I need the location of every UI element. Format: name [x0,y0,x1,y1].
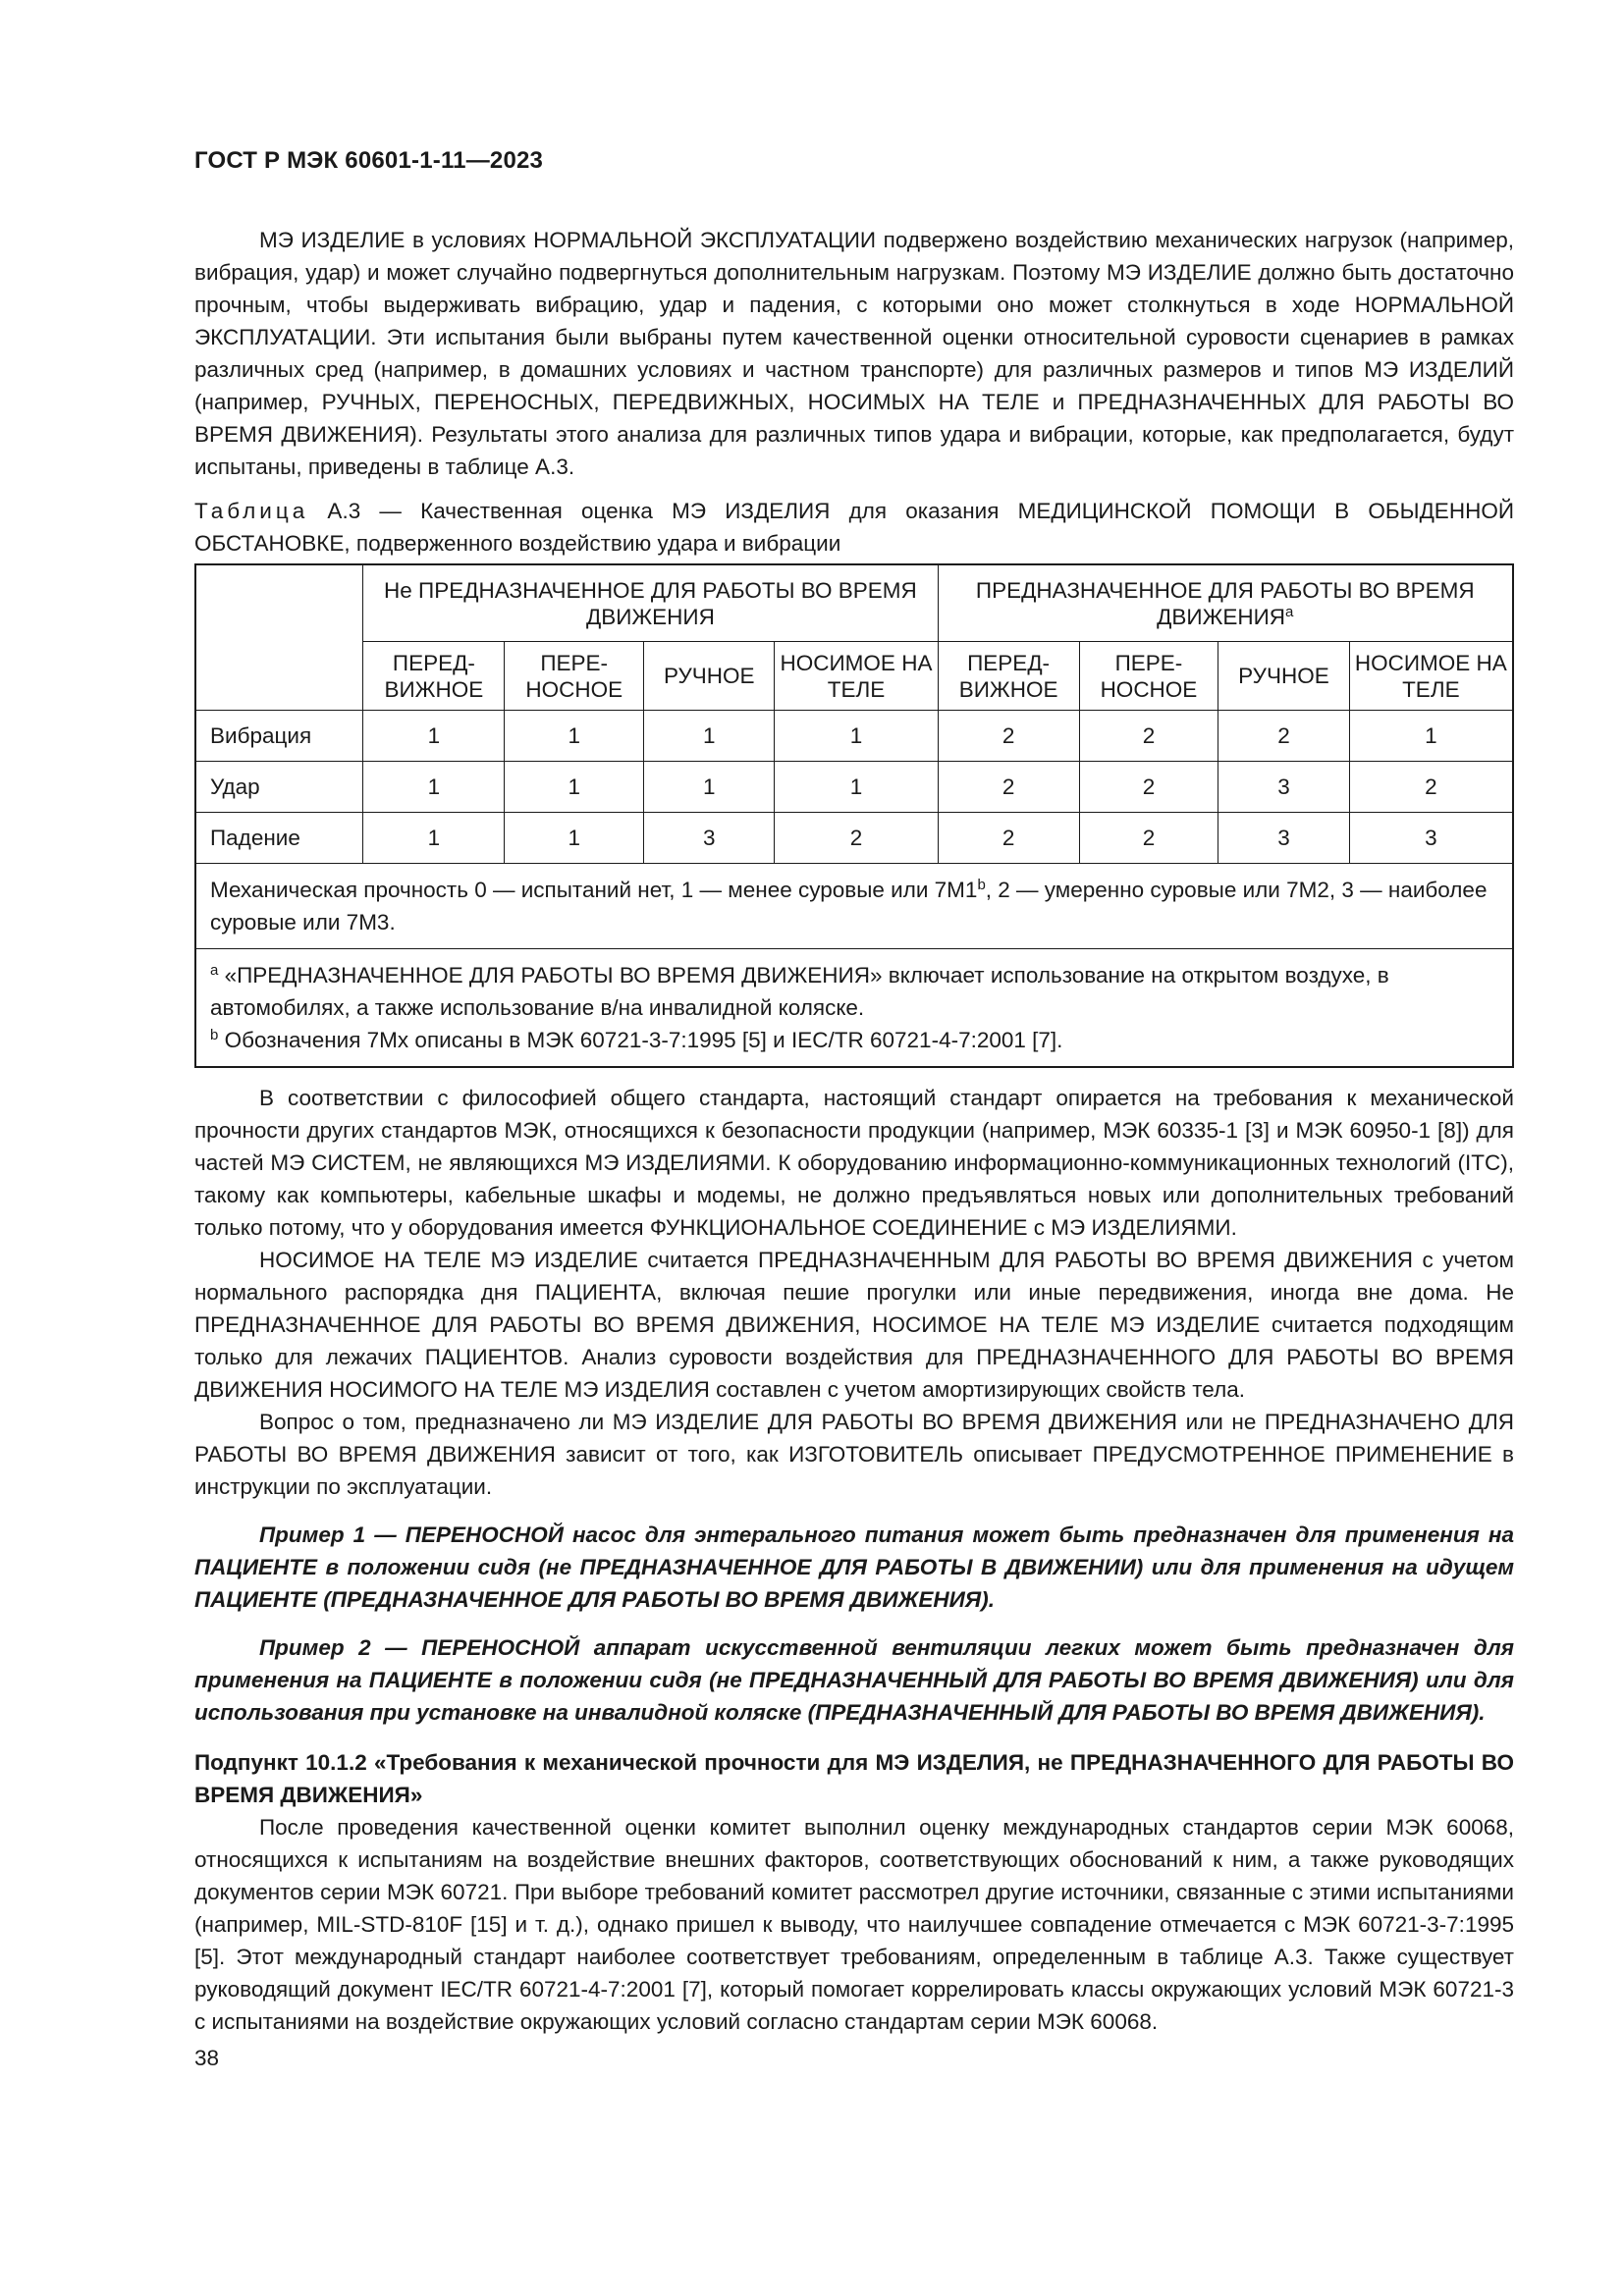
table-a3 [194,563,1514,1068]
table-group-in-motion [938,564,1513,642]
footnote-mark-b: b [977,877,986,893]
table-row-label: Удар [195,762,363,813]
table-corner-cell [195,564,363,711]
paragraph-subclause: После проведения качественной оценки комитет выполнил оценку международных стандартов серии МЭК 60068, относящихся к испытаниям на воздействие внешних факторов, соответствующих обоснований к ним, а также руководящих документов серии МЭК 60721. При выборе требований комитет рассмотрел другие источники, связанные с этими испытаниями (например, MIL-STD-810F [15] и т. д.), однако пришел к выводу, что наилучшее совпадение отмечается с МЭК 60721-3-7:1995 [5]. Этот международный стандарт наиболее соответствует требованиям, определенным в таблице А.3. Также существует руководящий документ IEC/TR 60721-4-7:2001 [7], который помогает коррелировать классы окружающих условий МЭК 60721-3 с испытаниями на воздействие окружающих условий согласно стандартам серии МЭК 60068. [194,1815,1514,2034]
table-footnote-b [210,1024,1498,1056]
table-footnote-a [210,959,1498,1024]
example-1: Пример 1 — ПЕРЕНОСНОЙ насос для энтерального питания может быть предназначен для применения на ПАЦИЕНТЕ в положении сидя (не ПРЕДНАЗНАЧЕННОЕ ДЛЯ РАБОТЫ В ДВИЖЕНИИ) или для применения на идущем ПАЦИЕНТЕ (ПРЕДНАЗНАЧЕННОЕ ДЛЯ РАБОТЫ ВО ВРЕМЯ ДВИЖЕНИЯ). [194,1522,1514,1612]
example-2: Пример 2 — ПЕРЕНОСНОЙ аппарат искусственной вентиляции легких может быть предназначен для применения на ПАЦИЕНТЕ в положении сидя (не ПРЕДНАЗНАЧЕННЫЙ ДЛЯ РАБОТЫ ВО ВРЕМЯ ДВИЖЕНИЯ) или для использования при установке на инвалидной коляске (ПРЕДНАЗНАЧЕННЫЙ ДЛЯ РАБОТЫ ВО ВРЕМЯ ДВИЖЕНИЯ). [194,1635,1514,1725]
paragraph-intended-use: Вопрос о том, предназначено ли МЭ ИЗДЕЛИЕ ДЛЯ РАБОТЫ ВО ВРЕМЯ ДВИЖЕНИЯ или не ПРЕДНАЗНАЧЕНО ДЛЯ РАБОТЫ ВО ВРЕМЯ ДВИЖЕНИЯ зависит от того, как ИЗГОТОВИТЕЛЬ описывает ПРЕДУСМОТРЕННОЕ ПРИМЕНЕНИЕ в инструкции по эксплуатации. [194,1410,1514,1499]
table-row-label: Падение [195,813,363,864]
table-cell: 2 [938,762,1079,813]
table-strength-note [195,864,1513,949]
table-cell: 1 [363,813,505,864]
table-cell: 1 [505,813,644,864]
table-subheader: НОСИМОЕ НА ТЕЛЕ [1349,642,1513,711]
document-page [194,147,1514,2071]
table-cell: 1 [505,762,644,813]
table-group-not-in-motion: Не ПРЕДНАЗНАЧЕННОЕ ДЛЯ РАБОТЫ ВО ВРЕМЯ ДВИЖЕНИЯ [363,564,938,642]
footnote-mark-b: b [210,1027,219,1043]
table-cell: 2 [938,813,1079,864]
document-header: ГОСТ Р МЭК 60601-1-11—2023 [194,147,544,174]
table-cell: 1 [644,711,775,762]
table-cell: 1 [1349,711,1513,762]
table-row-label: Вибрация [195,711,363,762]
table-subheader: ПЕРЕ-НОСНОЕ [505,642,644,711]
table-cell: 2 [1079,762,1218,813]
table-caption-word: Таблица [194,499,309,523]
table-cell: 1 [363,711,505,762]
footnote-mark-a: a [210,962,219,979]
table-note-text-cont: , 2 — умеренно суровые или 7M2, 3 — наиболее суровые или 7M3. [210,878,1488,934]
subclause-heading: Подпункт 10.1.2 «Требования к механической прочности для МЭ ИЗДЕЛИЯ, не ПРЕДНАЗНАЧЕННОГО ДЛЯ РАБОТЫ ВО ВРЕМЯ ДВИЖЕНИЯ» [194,1750,1514,1807]
paragraph-philosophy: В соответствии с философией общего стандарта, настоящий стандарт опирается на требования к механической прочности других стандартов МЭК, относящихся к безопасности продукции (например, МЭК 60335-1 [3] и МЭК 60950-1 [8]) для частей МЭ СИСТЕМ, не являющихся МЭ ИЗДЕЛИЯМИ. К оборудованию информационно-коммуникационных технологий (ITC), такому как компьютеры, кабельные шкафы и модемы, не должно предъявляться новых или дополнительных требований только потому, что у оборудования имеется ФУНКЦИОНАЛЬНОЕ СОЕДИНЕНИЕ с МЭ ИЗДЕЛИЯМИ. [194,1086,1514,1240]
table-cell: 2 [775,813,938,864]
table-row [195,813,1513,864]
table-cell: 1 [775,762,938,813]
table-subheader: НОСИМОЕ НА ТЕЛЕ [775,642,938,711]
table-note-text: Механическая прочность 0 — испытаний нет, 1 — менее суровые или 7M1 [210,878,978,902]
table-footnotes [195,949,1513,1068]
table-group-in-motion-label: ПРЕДНАЗНАЧЕННОЕ ДЛЯ РАБОТЫ ВО ВРЕМЯ ДВИЖЕНИЯ [975,577,1475,629]
table-cell: 2 [1218,711,1349,762]
page-number: 38 [194,2046,220,2070]
table-cell: 2 [1079,813,1218,864]
table-cell: 1 [775,711,938,762]
table-caption [194,495,1514,560]
table-row [195,762,1513,813]
table-subheader: ПЕРЕД-ВИЖНОЕ [363,642,505,711]
table-cell: 2 [1079,711,1218,762]
table-row [195,711,1513,762]
table-footnote-a-text: «ПРЕДНАЗНАЧЕННОЕ ДЛЯ РАБОТЫ ВО ВРЕМЯ ДВИЖЕНИЯ» включает использование на открытом воздухе, в автомобилях, а также использование в/на инвалидной коляске. [210,963,1389,1020]
table-subheader: ПЕРЕД-ВИЖНОЕ [938,642,1079,711]
table-cell: 2 [1349,762,1513,813]
table-cell: 3 [1218,762,1349,813]
table-cell: 3 [1349,813,1513,864]
table-cell: 1 [363,762,505,813]
table-cell: 1 [505,711,644,762]
table-subheader: РУЧНОЕ [1218,642,1349,711]
table-cell: 1 [644,762,775,813]
footnote-mark-a: a [1285,603,1294,620]
paragraph-intro: МЭ ИЗДЕЛИЕ в условиях НОРМАЛЬНОЙ ЭКСПЛУАТАЦИИ подвержено воздействию механических нагрузок (например, вибрация, удар) и может случайно подвергнуться дополнительным нагрузкам. Поэтому МЭ ИЗДЕЛИЕ должно быть достаточно прочным, чтобы выдерживать вибрацию, удар и падения, с которыми оно может столкнуться в ходе НОРМАЛЬНОЙ ЭКСПЛУАТАЦИИ. Эти испытания были выбраны путем качественной оценки относительной суровости сценариев в рамках различных сред (например, в домашних условиях и частном транспорте) для различных размеров и типов МЭ ИЗДЕЛИЙ (например, РУЧНЫХ, ПЕРЕНОСНЫХ, ПЕРЕДВИЖНЫХ, НОСИМЫХ НА ТЕЛЕ и ПРЕДНАЗНАЧЕННЫХ ДЛЯ РАБОТЫ ВО ВРЕМЯ ДВИЖЕНИЯ). Результаты этого анализа для различных типов удара и вибрации, которые, как предполагается, будут испытаны, приведены в таблице А.3. [194,228,1514,479]
table-cell: 2 [938,711,1079,762]
table-footnote-b-text: Обозначения 7Mx описаны в МЭК 60721-3-7:1995 [5] и IEC/TR 60721-4-7:2001 [7]. [218,1028,1063,1052]
paragraph-body-worn: НОСИМОЕ НА ТЕЛЕ МЭ ИЗДЕЛИЕ считается ПРЕДНАЗНАЧЕННЫМ ДЛЯ РАБОТЫ ВО ВРЕМЯ ДВИЖЕНИЯ с учетом нормального распорядка дня ПАЦИЕНТА, включая пешие прогулки или иные передвижения, иногда вне дома. Не ПРЕДНАЗНАЧЕННОЕ ДЛЯ РАБОТЫ ВО ВРЕМЯ ДВИЖЕНИЯ, НОСИМОЕ НА ТЕЛЕ МЭ ИЗДЕЛИЕ считается подходящим только для лежачих ПАЦИЕНТОВ. Анализ суровости воздействия для ПРЕДНАЗНАЧЕННОГО ДЛЯ РАБОТЫ ВО ВРЕМЯ ДВИЖЕНИЯ НОСИМОГО НА ТЕЛЕ МЭ ИЗДЕЛИЯ составлен с учетом амортизирующих свойств тела. [194,1248,1514,1402]
table-subheader: РУЧНОЕ [644,642,775,711]
table-subheader: ПЕРЕ-НОСНОЕ [1079,642,1218,711]
table-cell: 3 [644,813,775,864]
table-caption-text: А.3 — Качественная оценка МЭ ИЗДЕЛИЯ для оказания МЕДИЦИНСКОЙ ПОМОЩИ В ОБЫДЕННОЙ ОБСТАНОВКЕ, подверженного воздействию удара и вибрации [194,499,1514,556]
table-cell: 3 [1218,813,1349,864]
